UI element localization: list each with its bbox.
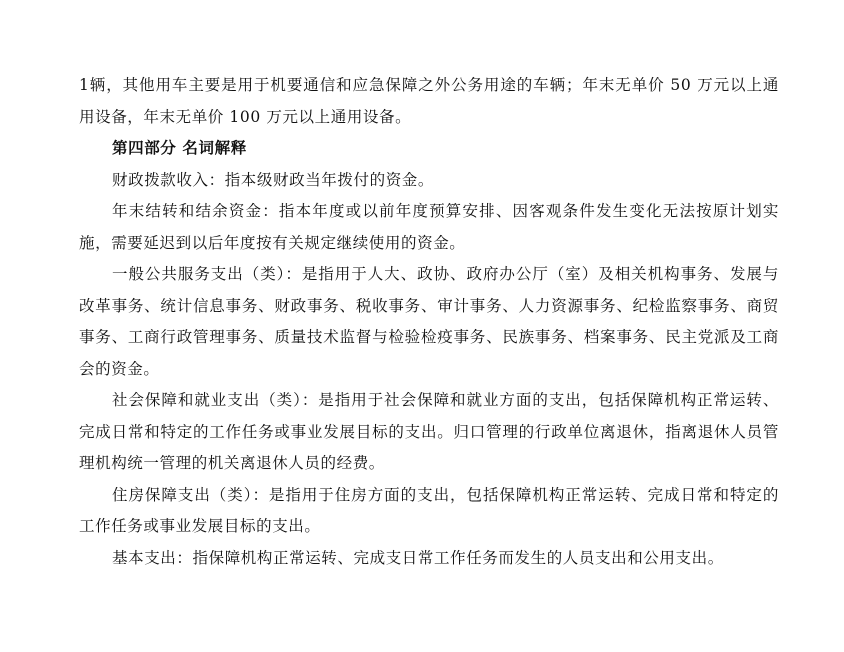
paragraph-fiscal-appropriation: 财政拨款收入：指本级财政当年拨付的资金。 (112, 170, 435, 189)
paragraph-general-public-services: 一般公共服务支出（类）：是指用于人大、政协、政府办公厅（室）及相关机构事务、发展与改革事务、统计信息事务、财政事务、税收事务、审计事务、人力资源事务、纪检监察事务、商贸事务、工商行政管理事务、质量技术监督与检验检疫事务、民族事务、档案事务、民主党派及工商会的资金。 (79, 265, 779, 378)
paragraph-vehicle-equipment: 1辆，其他用车主要是用于机要通信和应急保障之外公务用途的车辆；年末无单价 50 万元以上通用设备，年末无单价 100 万元以上通用设备。 (79, 76, 779, 126)
section-heading-glossary: 第四部分 名词解释 (112, 139, 247, 157)
paragraph-basic-expenditure: 基本支出：指保障机构正常运转、完成支日常工作任务而发生的人员支出和公用支出。 (112, 548, 724, 567)
paragraph-carryover-funds: 年末结转和结余资金：指本年度或以前年度预算安排、因客观条件发生变化无法按原计划实施，需要延迟到以后年度按有关规定继续使用的资金。 (79, 202, 779, 252)
paragraph-housing-security: 住房保障支出（类）：是指用于住房方面的支出，包括保障机构正常运转、完成日常和特定的工作任务或事业发展目标的支出。 (79, 485, 779, 535)
paragraph-social-security: 社会保障和就业支出（类）：是指用于社会保障和就业方面的支出，包括保障机构正常运转、完成日常和特定的工作任务或事业发展目标的支出。归口管理的行政单位离退休，指离退休人员管理机构统一管理的机关离退休人员的经费。 (79, 391, 779, 472)
document-page (79, 70, 779, 574)
